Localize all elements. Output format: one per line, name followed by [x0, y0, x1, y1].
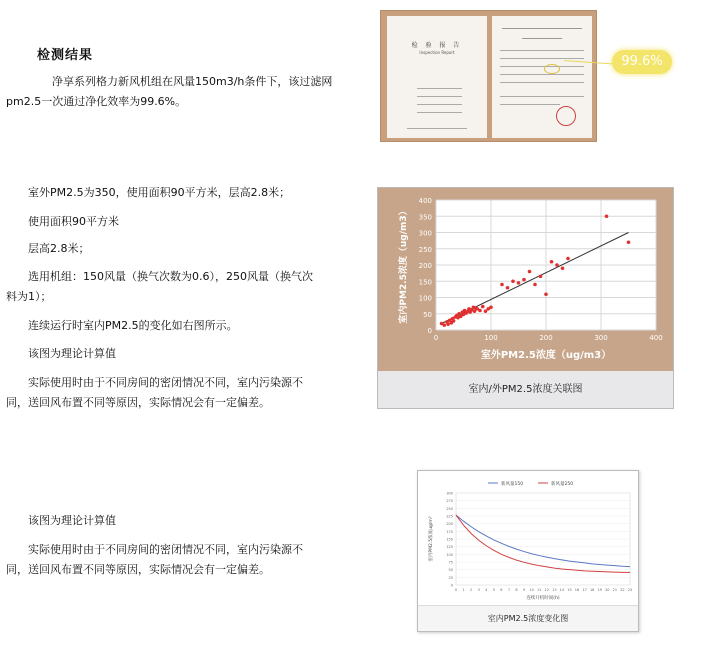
report-cover-title: 检 验 报 告: [411, 42, 463, 49]
scatter-point: [489, 305, 493, 309]
x-axis-label: 室外PM2.5浓度（ug/m3）: [480, 350, 612, 361]
condition-line-area: 使用面积90平方米: [28, 215, 119, 228]
decay-x-tick-label: 9: [522, 588, 526, 592]
deviation-note-line1: 实际使用时由于不同房间的密闭情况不同，室内污染源不: [28, 376, 303, 389]
decay-chart-caption: 室内PM2.5浓度变化图: [418, 605, 638, 631]
y-tick-label: 150: [418, 278, 432, 287]
x-tick-label: 0: [433, 334, 439, 342]
decay-y-tick-label: 25: [448, 575, 453, 580]
decay-x-tick-label: 19: [597, 588, 602, 592]
results-para-line1: 净享系列格力新风机组在风量150m3/h条件下，该过滤网: [52, 75, 333, 88]
decay-x-tick-label: 0: [454, 588, 458, 592]
decay-x-tick-label: 20: [605, 588, 610, 592]
decay-x-tick-label: 1: [462, 588, 465, 592]
decay-x-tick-label: 6: [500, 588, 503, 592]
scatter-point: [533, 283, 537, 287]
decay-y-tick-label: 175: [446, 529, 453, 534]
report-cover-page: [387, 16, 487, 138]
y-tick-label: 50: [423, 310, 432, 319]
decay-x-tick-label: 4: [485, 588, 488, 592]
scatter-point: [566, 257, 570, 261]
y-tick-label: 0: [427, 327, 432, 335]
report-cover-subtitle: Inspection Report: [419, 50, 455, 55]
correlation-chart-caption: 室内/外PM2.5浓度关联图: [378, 371, 673, 408]
decay-y-tick-label: 75: [448, 560, 453, 565]
decay-x-tick-label: 11: [536, 588, 542, 592]
scatter-point: [452, 319, 456, 323]
decay-y-axis-label: 室内PM2.5浓度ug/m³: [429, 516, 434, 562]
decay-x-tick-label: 14: [559, 588, 565, 592]
decay-y-tick-label: 250: [446, 506, 453, 511]
scatter-point: [550, 260, 554, 264]
scatter-point: [478, 309, 482, 313]
scatter-point: [473, 309, 477, 313]
correlation-chart: [377, 187, 674, 409]
decay-x-tick-label: 5: [492, 588, 495, 592]
scatter-point: [528, 270, 532, 274]
decay-x-tick-label: 18: [589, 588, 595, 592]
decay-x-tick-label: 7: [507, 588, 511, 592]
decay-chart-svg: [418, 471, 638, 605]
legend-label: 新风量150: [501, 482, 524, 487]
decay-y-tick-label: 100: [446, 552, 453, 557]
scatter-point: [539, 275, 543, 279]
scatter-point: [481, 305, 485, 309]
y-tick-label: 250: [418, 245, 432, 254]
y-axis-label: 室内PM2.5浓度（ug/m3）: [399, 206, 409, 324]
results-heading: 检测结果: [37, 48, 94, 63]
decay-x-tick-label: 8: [515, 588, 518, 592]
decay-chart: [417, 470, 639, 632]
condition-line-outdoor: 室外PM2.5为350，使用面积90平方米，层高2.8米；: [28, 186, 291, 199]
results-para-line2: pm2.5一次通过净化效率为99.6%。: [6, 95, 187, 108]
scatter-point: [544, 292, 548, 296]
theory-note: 该图为理论计算值: [28, 347, 116, 360]
decay-y-tick-label: 225: [446, 514, 453, 519]
scatter-point: [561, 266, 565, 270]
deviation-note-2-line1: 实际使用时由于不同房间的密闭情况不同，室内污染源不: [28, 543, 303, 556]
scatter-point: [484, 309, 488, 313]
condition-line-height: 层高2.8米；: [28, 242, 90, 255]
decay-x-tick-label: 16: [574, 588, 580, 592]
y-tick-label: 100: [418, 294, 432, 303]
y-tick-label: 350: [418, 213, 432, 222]
x-tick-label: 100: [484, 334, 498, 342]
decay-x-tick-label: 22: [620, 588, 625, 592]
condition-line-units: 选用机组：150风量（换气次数为0.6），250风量（换气次: [28, 270, 313, 283]
scatter-point: [627, 240, 631, 244]
decay-y-tick-label: 300: [446, 491, 453, 496]
decay-x-tick-label: 3: [477, 588, 480, 592]
decay-y-tick-label: 0: [450, 583, 453, 588]
x-tick-label: 200: [539, 334, 553, 342]
scatter-point: [522, 278, 526, 282]
report-results-page: [492, 16, 592, 138]
y-tick-label: 300: [418, 229, 432, 238]
decay-x-tick-label: 2: [470, 588, 473, 592]
scatter-point: [500, 283, 504, 287]
scatter-point: [605, 214, 609, 218]
decay-x-axis-label: 连续开机时间(h): [526, 596, 560, 601]
scatter-point: [506, 286, 510, 290]
theory-note-2: 该图为理论计算值: [28, 514, 116, 527]
scatter-point: [517, 281, 521, 285]
decay-x-tick-label: 10: [529, 588, 534, 592]
legend-label: 新风量250: [551, 482, 574, 487]
scatter-point: [511, 279, 515, 283]
condition-line-units-cont: 料为1）；: [6, 290, 52, 303]
x-tick-label: 400: [649, 334, 663, 342]
correlation-chart-svg: [378, 188, 675, 373]
decay-y-tick-label: 200: [446, 522, 453, 527]
inspection-report-image: [380, 10, 597, 142]
condition-line-operation: 连续运行时室内PM2.5的变化如右图所示。: [28, 319, 238, 332]
decay-y-tick-label: 275: [446, 499, 453, 504]
decay-y-tick-label: 50: [448, 568, 453, 573]
scatter-point: [446, 322, 450, 326]
decay-x-tick-label: 21: [612, 588, 618, 592]
x-tick-label: 300: [594, 334, 608, 342]
decay-x-tick-label: 13: [552, 588, 557, 592]
decay-x-tick-label: 23: [627, 588, 633, 592]
scatter-point: [442, 323, 446, 327]
scatter-point: [555, 263, 559, 267]
y-tick-label: 200: [418, 262, 432, 270]
efficiency-highlight-badge: 99.6%: [612, 50, 672, 74]
deviation-note-line2: 同，送回风布置不同等原因，实际情况会有一定偏差。: [6, 396, 270, 409]
decay-x-tick-label: 15: [567, 588, 572, 592]
decay-x-tick-label: 17: [582, 588, 587, 592]
decay-y-tick-label: 150: [446, 537, 453, 542]
decay-x-tick-label: 12: [544, 588, 550, 592]
y-tick-label: 400: [418, 197, 432, 205]
decay-y-tick-label: 125: [446, 545, 453, 550]
deviation-note-2-line2: 同，送回风布置不同等原因，实际情况会有一定偏差。: [6, 563, 270, 576]
